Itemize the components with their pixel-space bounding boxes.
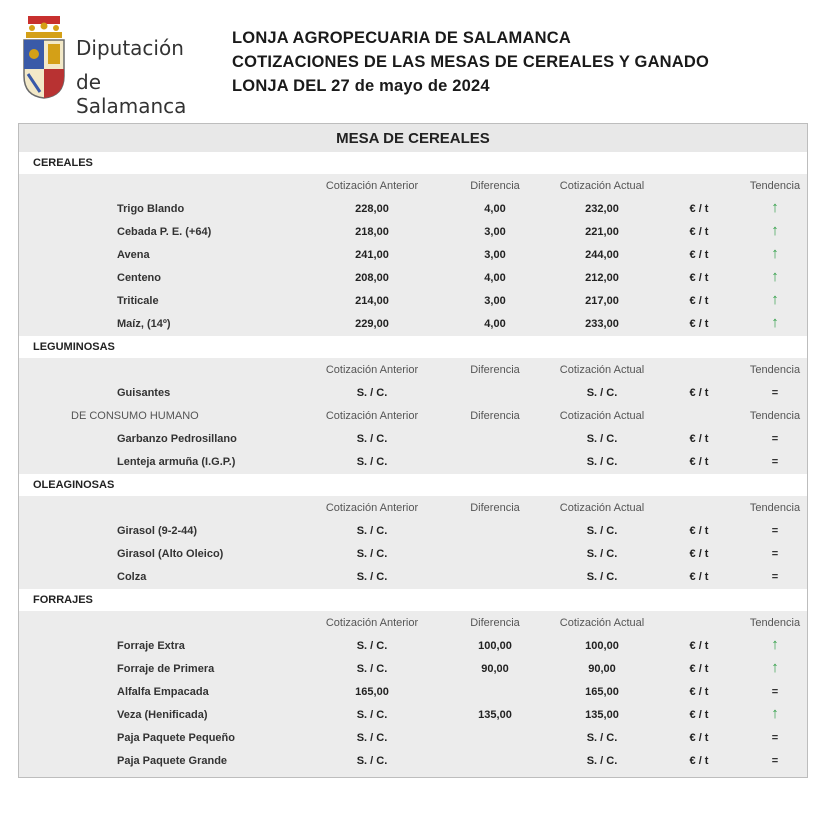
unit: € / t xyxy=(689,709,709,721)
trend-equal-icon: = xyxy=(771,433,779,445)
trend-equal-icon: = xyxy=(771,755,779,767)
col-curr-header: Cotización Actual xyxy=(559,364,645,376)
table-row xyxy=(19,313,807,335)
header-line2: COTIZACIONES DE LAS MESAS DE CEREALES Y GANADO xyxy=(232,53,710,71)
unit: € / t xyxy=(689,295,709,307)
table-row xyxy=(19,520,807,542)
unit: € / t xyxy=(689,525,709,537)
section-header xyxy=(19,474,807,496)
unit: € / t xyxy=(689,548,709,560)
prev-price: S. / C. xyxy=(356,709,388,721)
table-row xyxy=(19,221,807,243)
curr-price: 232,00 xyxy=(585,203,619,215)
price-diff: 135,00 xyxy=(478,709,512,721)
col-prev-header: Cotización Anterior xyxy=(325,180,419,192)
column-header-row xyxy=(19,497,807,519)
col-trend-header: Tendencia xyxy=(749,180,801,192)
curr-price: S. / C. xyxy=(586,571,618,583)
item-name: Alfalfa Empacada xyxy=(117,686,209,698)
unit: € / t xyxy=(689,732,709,744)
curr-price: 90,00 xyxy=(588,663,616,675)
trend-equal-icon: = xyxy=(771,686,779,698)
item-name: Garbanzo Pedrosillano xyxy=(117,433,237,445)
curr-price: 244,00 xyxy=(585,249,619,261)
col-curr-header: Cotización Actual xyxy=(559,180,645,192)
table-row xyxy=(19,428,807,450)
col-trend-header: Tendencia xyxy=(749,617,801,629)
col-diff-header: Diferencia xyxy=(470,180,520,192)
col-prev-header: Cotización Anterior xyxy=(325,364,419,376)
section-label: OLEAGINOSAS xyxy=(33,479,115,491)
item-name: Triticale xyxy=(117,295,159,307)
table-row xyxy=(19,290,807,312)
table-row xyxy=(19,198,807,220)
table-row xyxy=(19,704,807,726)
unit: € / t xyxy=(689,686,709,698)
item-name: Maíz, (14º) xyxy=(117,318,171,330)
item-name: Veza (Henificada) xyxy=(117,709,208,721)
trend-equal-icon: = xyxy=(771,571,779,583)
item-name: Trigo Blando xyxy=(117,203,185,215)
col-diff-header: Diferencia xyxy=(470,364,520,376)
prev-price: 165,00 xyxy=(355,686,389,698)
section-header xyxy=(19,589,807,611)
column-header-row xyxy=(19,405,807,427)
col-trend-header: Tendencia xyxy=(749,502,801,514)
prev-price: S. / C. xyxy=(356,456,388,468)
price-diff: 90,00 xyxy=(481,663,509,675)
document-header xyxy=(232,26,709,98)
curr-price: S. / C. xyxy=(586,433,618,445)
curr-price: S. / C. xyxy=(586,525,618,537)
price-diff: 4,00 xyxy=(484,203,506,215)
item-name: Girasol (Alto Oleico) xyxy=(117,548,224,560)
section-header xyxy=(19,152,807,174)
item-name: Cebada P. E. (+64) xyxy=(117,226,212,238)
price-diff: 4,00 xyxy=(484,272,506,284)
unit: € / t xyxy=(689,249,709,261)
prev-price: 228,00 xyxy=(355,203,389,215)
trend-equal-icon: = xyxy=(771,456,779,468)
trend-up-icon: ↑ xyxy=(771,291,779,308)
item-name: Colza xyxy=(117,571,147,583)
trend-up-icon: ↑ xyxy=(771,659,779,676)
curr-price: 221,00 xyxy=(585,226,619,238)
unit: € / t xyxy=(689,433,709,445)
item-name: Lenteja armuña (I.G.P.) xyxy=(117,456,236,468)
unit: € / t xyxy=(689,456,709,468)
curr-price: S. / C. xyxy=(586,387,618,399)
item-name: Paja Paquete Grande xyxy=(117,755,228,767)
subsection-label: DE CONSUMO HUMANO xyxy=(71,410,199,422)
unit: € / t xyxy=(689,226,709,238)
section-header xyxy=(19,336,807,358)
table-row xyxy=(19,750,807,772)
prev-price: S. / C. xyxy=(356,571,388,583)
unit: € / t xyxy=(689,318,709,330)
curr-price: 100,00 xyxy=(585,640,619,652)
prev-price: S. / C. xyxy=(356,732,388,744)
unit: € / t xyxy=(689,663,709,675)
trend-up-icon: ↑ xyxy=(771,222,779,239)
price-diff: 3,00 xyxy=(484,226,506,238)
section-label: LEGUMINOSAS xyxy=(33,341,115,353)
col-prev-header: Cotización Anterior xyxy=(325,502,419,514)
col-curr-header: Cotización Actual xyxy=(559,617,645,629)
trend-up-icon: ↑ xyxy=(771,199,779,216)
item-name: Avena xyxy=(117,249,150,261)
item-name: Paja Paquete Pequeño xyxy=(117,732,235,744)
trend-up-icon: ↑ xyxy=(771,314,779,331)
section-label: FORRAJES xyxy=(33,594,93,606)
unit: € / t xyxy=(689,387,709,399)
org-name-line1: Diputación xyxy=(76,36,184,60)
curr-price: S. / C. xyxy=(586,755,618,767)
trend-up-icon: ↑ xyxy=(771,705,779,722)
trend-equal-icon: = xyxy=(771,732,779,744)
item-name: Guisantes xyxy=(117,387,171,399)
price-diff: 4,00 xyxy=(484,318,506,330)
table-row xyxy=(19,382,807,404)
col-curr-header: Cotización Actual xyxy=(559,410,645,422)
price-diff: 3,00 xyxy=(484,295,506,307)
col-diff-header: Diferencia xyxy=(470,617,520,629)
item-name: Forraje Extra xyxy=(117,640,185,652)
prev-price: 241,00 xyxy=(355,249,389,261)
unit: € / t xyxy=(689,571,709,583)
col-prev-header: Cotización Anterior xyxy=(325,410,419,422)
trend-up-icon: ↑ xyxy=(771,636,779,653)
col-trend-header: Tendencia xyxy=(749,364,801,376)
unit: € / t xyxy=(689,755,709,767)
prev-price: S. / C. xyxy=(356,755,388,767)
prev-price: 214,00 xyxy=(355,295,389,307)
column-header-row xyxy=(19,359,807,381)
table-row xyxy=(19,635,807,657)
table-row xyxy=(19,681,807,703)
unit: € / t xyxy=(689,272,709,284)
prev-price: S. / C. xyxy=(356,433,388,445)
trend-up-icon: ↑ xyxy=(771,245,779,262)
table-row xyxy=(19,566,807,588)
curr-price: 233,00 xyxy=(585,318,619,330)
trend-up-icon: ↑ xyxy=(771,268,779,285)
table-row xyxy=(19,543,807,565)
curr-price: 217,00 xyxy=(585,295,619,307)
table-title: MESA DE CEREALES xyxy=(19,124,807,152)
col-prev-header: Cotización Anterior xyxy=(325,617,419,629)
price-diff: 100,00 xyxy=(478,640,512,652)
col-trend-header: Tendencia xyxy=(749,410,801,422)
header-line1: LONJA AGROPECUARIA DE SALAMANCA xyxy=(232,29,571,47)
item-name: Centeno xyxy=(117,272,161,284)
item-name: Girasol (9-2-44) xyxy=(117,525,198,537)
org-name-line2: de Salamanca xyxy=(76,70,187,118)
coat-of-arms-icon xyxy=(20,14,68,100)
prev-price: 218,00 xyxy=(355,226,389,238)
curr-price: 165,00 xyxy=(585,686,619,698)
unit: € / t xyxy=(689,203,709,215)
diputacion-logo xyxy=(20,14,210,118)
prev-price: S. / C. xyxy=(356,548,388,560)
unit: € / t xyxy=(689,640,709,652)
column-header-row xyxy=(19,175,807,197)
curr-price: S. / C. xyxy=(586,456,618,468)
prev-price: S. / C. xyxy=(356,387,388,399)
table-row xyxy=(19,451,807,473)
column-header-row xyxy=(19,612,807,634)
trend-equal-icon: = xyxy=(771,525,779,537)
curr-price: S. / C. xyxy=(586,548,618,560)
prev-price: 208,00 xyxy=(355,272,389,284)
section-label: CEREALES xyxy=(33,157,93,169)
curr-price: S. / C. xyxy=(586,732,618,744)
prev-price: S. / C. xyxy=(356,525,388,537)
trend-equal-icon: = xyxy=(771,387,779,399)
col-diff-header: Diferencia xyxy=(470,502,520,514)
curr-price: 135,00 xyxy=(585,709,619,721)
table-row xyxy=(19,244,807,266)
table-row xyxy=(19,267,807,289)
trend-equal-icon: = xyxy=(771,548,779,560)
prev-price: 229,00 xyxy=(355,318,389,330)
prev-price: S. / C. xyxy=(356,663,388,675)
item-name: Forraje de Primera xyxy=(117,663,215,675)
header-line3: LONJA DEL 27 de mayo de 2024 xyxy=(232,77,490,95)
curr-price: 212,00 xyxy=(585,272,619,284)
prev-price: S. / C. xyxy=(356,640,388,652)
price-table xyxy=(18,123,808,778)
col-diff-header: Diferencia xyxy=(470,410,520,422)
table-row xyxy=(19,727,807,749)
col-curr-header: Cotización Actual xyxy=(559,502,645,514)
price-diff: 3,00 xyxy=(484,249,506,261)
table-row xyxy=(19,658,807,680)
